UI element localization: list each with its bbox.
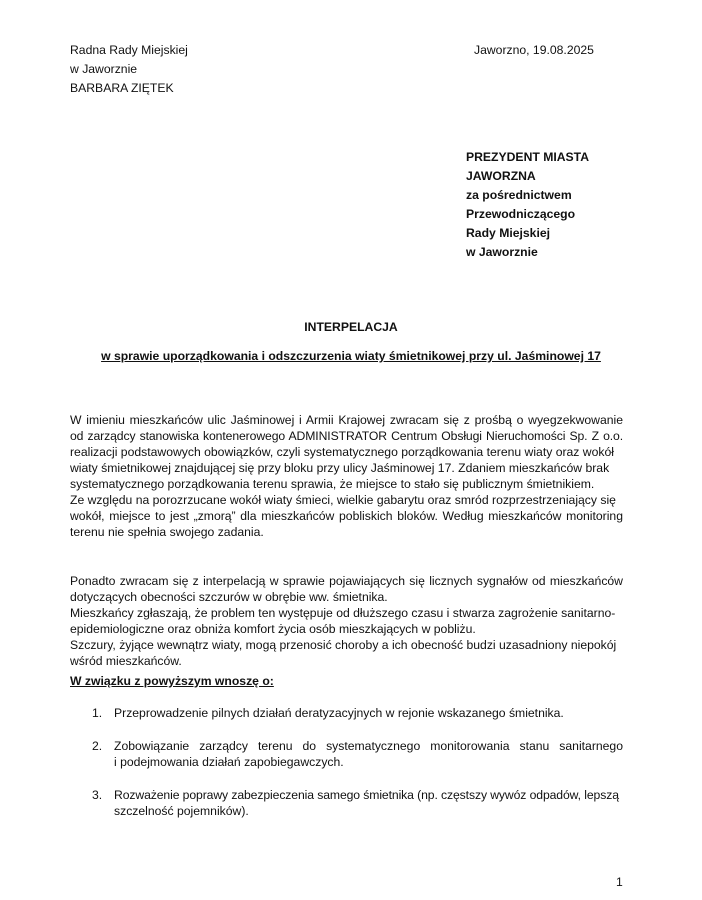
list-item-line: Przeprowadzenie pilnych działań deratyzacyjnych w rejonie wskazanego śmietnika. xyxy=(114,706,564,720)
sender-line-2: w Jaworznie xyxy=(70,62,138,76)
sender-line-1: Radna Rady Miejskiej xyxy=(70,43,188,57)
request-heading: W związku z powyższym wnoszę o: xyxy=(70,674,274,688)
paragraph-line: dotyczących obecności szczurów w obrębie ww. śmietnika. xyxy=(70,590,388,604)
list-item-line: Zobowiązanie zarządcy terenu do systematycznego monitorowania stanu sanitarnego xyxy=(114,739,623,753)
list-item-number: 2. xyxy=(92,739,103,753)
list-item-number: 3. xyxy=(92,788,103,802)
recipient-line-2: JAWORZNA xyxy=(466,169,536,183)
recipient-line-5: Rady Miejskiej xyxy=(466,226,550,240)
paragraph-line: Szczury, żyjące wewnątrz wiaty, mogą przenosić choroby a ich obecność budzi uzasadniony niepokój xyxy=(70,638,617,652)
paragraph-line: systematycznego porządkowania terenu sprawia, że miejsce to stało się publicznym śmietnikiem. xyxy=(70,477,595,491)
paragraph-line: Ponadto zwracam się z interpelacją w sprawie pojawiających się licznych sygnałów od mieszkańców xyxy=(70,574,623,588)
paragraph-2 xyxy=(70,573,623,669)
list-item-text xyxy=(114,705,623,721)
list-item-line: i podejmowania działań zapobiegawczych. xyxy=(114,755,344,769)
paragraph-line: Ze względu na porozrzucane wokół wiaty śmieci, wielkie gabarytu oraz smród rozprzestrzeniający się xyxy=(70,493,616,507)
list-item-line: Rozważenie poprawy zabezpieczenia samego śmietnika (np. częstszy wywóz odpadów, lepszą xyxy=(114,788,619,802)
document-subject: w sprawie uporządkowania i odszczurzenia wiaty śmietnikowej przy ul. Jaśminowej 17 xyxy=(101,349,601,363)
recipient-line-1: PREZYDENT MIASTA xyxy=(466,150,590,164)
list-item-line: szczelność pojemników). xyxy=(114,804,249,818)
paragraph-1 xyxy=(70,412,623,540)
paragraph-line: wokół, miejsce to jest „zmorą” dla mieszkańców pobliskich bloków. Według mieszkańców monitoring xyxy=(70,509,623,523)
paragraph-line: wśród mieszkańców. xyxy=(70,654,182,668)
list-item-text xyxy=(114,738,623,770)
recipient-block xyxy=(466,148,589,262)
paragraph-line: epidemiologiczne oraz obniża komfort życia osób mieszkających w pobliżu. xyxy=(70,622,476,636)
paragraph-line: wiaty śmietnikowej znajdującej się przy bloku przy ulicy Jaśminowej 17. Zdaniem mieszkańców brak xyxy=(70,461,610,475)
paragraph-line: od zarządcy stanowiska kontenerowego ADMINISTRATOR Centrum Obsługi Nieruchomości Sp. Z o.o. xyxy=(70,429,623,443)
recipient-line-6: w Jaworznie xyxy=(466,245,538,259)
document-title: INTERPELACJA xyxy=(304,320,398,334)
paragraph-line: realizacji podstawowych obowiązków, czyli systematycznego porządkowania terenu wiaty oraz wokół xyxy=(70,445,614,459)
place-date: Jaworzno, 19.08.2025 xyxy=(474,43,594,57)
sender-name: BARBARA ZIĘTEK xyxy=(70,81,174,95)
page-number: 1 xyxy=(616,875,623,889)
paragraph-line: W imieniu mieszkańców ulic Jaśminowej i Armii Krajowej zwracam się z prośbą o wyegzekwowanie xyxy=(70,413,623,427)
paragraph-line: Mieszkańcy zgłaszają, że problem ten występuje od dłuższego czasu i stwarza zagrożenie sanitarno- xyxy=(70,606,616,620)
list-item-text xyxy=(114,787,623,819)
recipient-line-4: Przewodniczącego xyxy=(466,207,576,221)
recipient-line-3: za pośrednictwem xyxy=(466,188,572,202)
sender-block xyxy=(70,41,188,98)
paragraph-line: terenu nie spełnia swojego zadania. xyxy=(70,525,264,539)
list-item-number: 1. xyxy=(92,706,103,720)
